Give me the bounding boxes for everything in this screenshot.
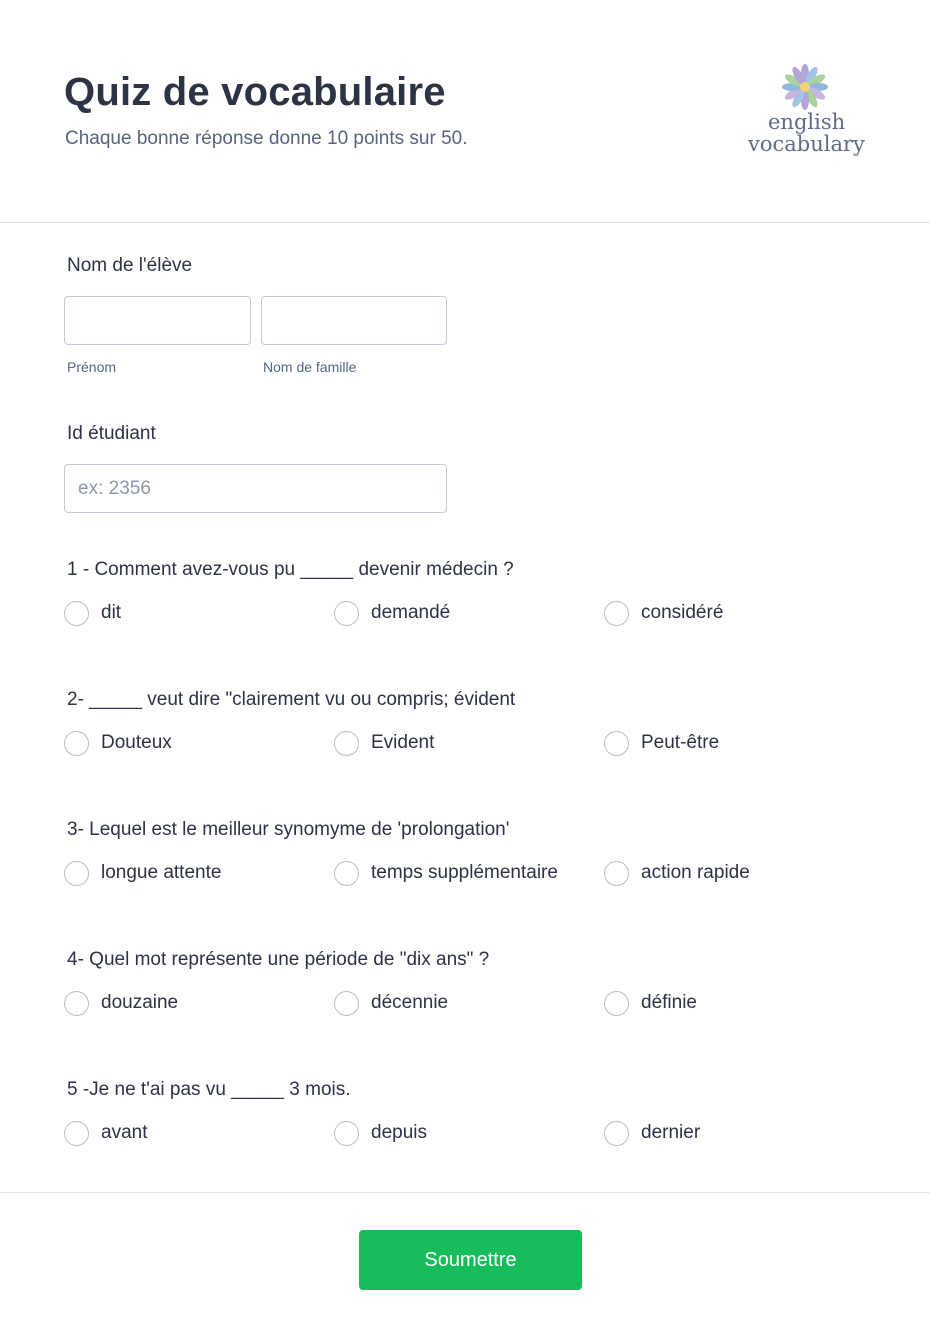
question-5-option-2[interactable] xyxy=(334,1120,427,1146)
radio-button[interactable] xyxy=(334,991,359,1016)
question-2-option-2[interactable] xyxy=(334,730,434,756)
question-1-option-3[interactable] xyxy=(604,600,723,626)
radio-button[interactable] xyxy=(334,1121,359,1146)
question-1-option-1[interactable] xyxy=(64,600,121,626)
radio-button[interactable] xyxy=(334,601,359,626)
logo-text-vocabulary: vocabulary xyxy=(748,132,865,156)
question-4-option-1[interactable] xyxy=(64,990,178,1016)
option-label: Evident xyxy=(371,732,435,753)
radio-button[interactable] xyxy=(334,731,359,756)
option-label: action rapide xyxy=(641,862,750,883)
radio-button[interactable] xyxy=(604,991,629,1016)
submit-button[interactable]: Soumettre xyxy=(359,1230,582,1290)
option-label: considéré xyxy=(641,602,724,623)
option-label: depuis xyxy=(371,1122,427,1143)
logo-text-english: english xyxy=(768,110,846,134)
option-label: avant xyxy=(101,1122,148,1143)
question-2-option-1[interactable] xyxy=(64,730,172,756)
student-id-input[interactable] xyxy=(65,465,446,512)
question-4-option-2[interactable] xyxy=(334,990,448,1016)
question-2-option-3[interactable] xyxy=(604,730,719,756)
option-label: douzaine xyxy=(101,992,179,1013)
radio-button[interactable] xyxy=(64,731,89,756)
english-vocabulary-logo xyxy=(742,62,868,162)
form-header xyxy=(0,0,930,223)
radio-button[interactable] xyxy=(334,861,359,886)
radio-button[interactable] xyxy=(604,1121,629,1146)
option-label: dernier xyxy=(641,1122,701,1143)
student-id-field[interactable] xyxy=(64,464,447,513)
footer-divider xyxy=(0,1192,930,1193)
question-3-text: 3- Lequel est le meilleur synomyme de 'prolongation' xyxy=(67,819,510,840)
flower-logo-icon xyxy=(780,62,830,112)
question-2-text: 2- _____ veut dire "clairement vu ou compris; évident xyxy=(67,689,516,710)
option-label: temps supplémentaire xyxy=(371,862,558,883)
question-5-option-3[interactable] xyxy=(604,1120,700,1146)
question-3-option-1[interactable] xyxy=(64,860,221,886)
option-label: Peut-être xyxy=(641,732,720,753)
page-subtitle: Chaque bonne réponse donne 10 points sur 50. xyxy=(65,128,468,149)
radio-button[interactable] xyxy=(64,601,89,626)
question-1-option-2[interactable] xyxy=(334,600,450,626)
page-title: Quiz de vocabulaire xyxy=(64,70,446,114)
question-4-text: 4- Quel mot représente une période de "dix ans" ? xyxy=(67,949,490,970)
first-name-sublabel: Prénom xyxy=(67,359,117,375)
radio-button[interactable] xyxy=(64,1121,89,1146)
question-4-option-3[interactable] xyxy=(604,990,697,1016)
last-name-input[interactable] xyxy=(262,297,446,344)
option-label: demandé xyxy=(371,602,451,623)
radio-button[interactable] xyxy=(604,601,629,626)
option-label: dit xyxy=(101,602,122,623)
last-name-field[interactable] xyxy=(261,296,447,345)
option-label: définie xyxy=(641,992,697,1013)
radio-button[interactable] xyxy=(604,861,629,886)
radio-button[interactable] xyxy=(64,991,89,1016)
option-label: décennie xyxy=(371,992,449,1013)
student-id-label: Id étudiant xyxy=(67,423,156,444)
question-5-text: 5 -Je ne t'ai pas vu _____ 3 mois. xyxy=(67,1079,351,1100)
question-5-option-1[interactable] xyxy=(64,1120,147,1146)
first-name-field[interactable] xyxy=(64,296,251,345)
question-3-option-2[interactable] xyxy=(334,860,558,886)
option-label: Douteux xyxy=(101,732,172,753)
last-name-sublabel: Nom de famille xyxy=(263,359,357,375)
student-name-label: Nom de l'élève xyxy=(67,255,193,276)
question-1-text: 1 - Comment avez-vous pu _____ devenir médecin ? xyxy=(67,559,514,580)
option-label: longue attente xyxy=(101,862,222,883)
radio-button[interactable] xyxy=(64,861,89,886)
first-name-input[interactable] xyxy=(65,297,250,344)
radio-button[interactable] xyxy=(604,731,629,756)
question-3-option-3[interactable] xyxy=(604,860,750,886)
